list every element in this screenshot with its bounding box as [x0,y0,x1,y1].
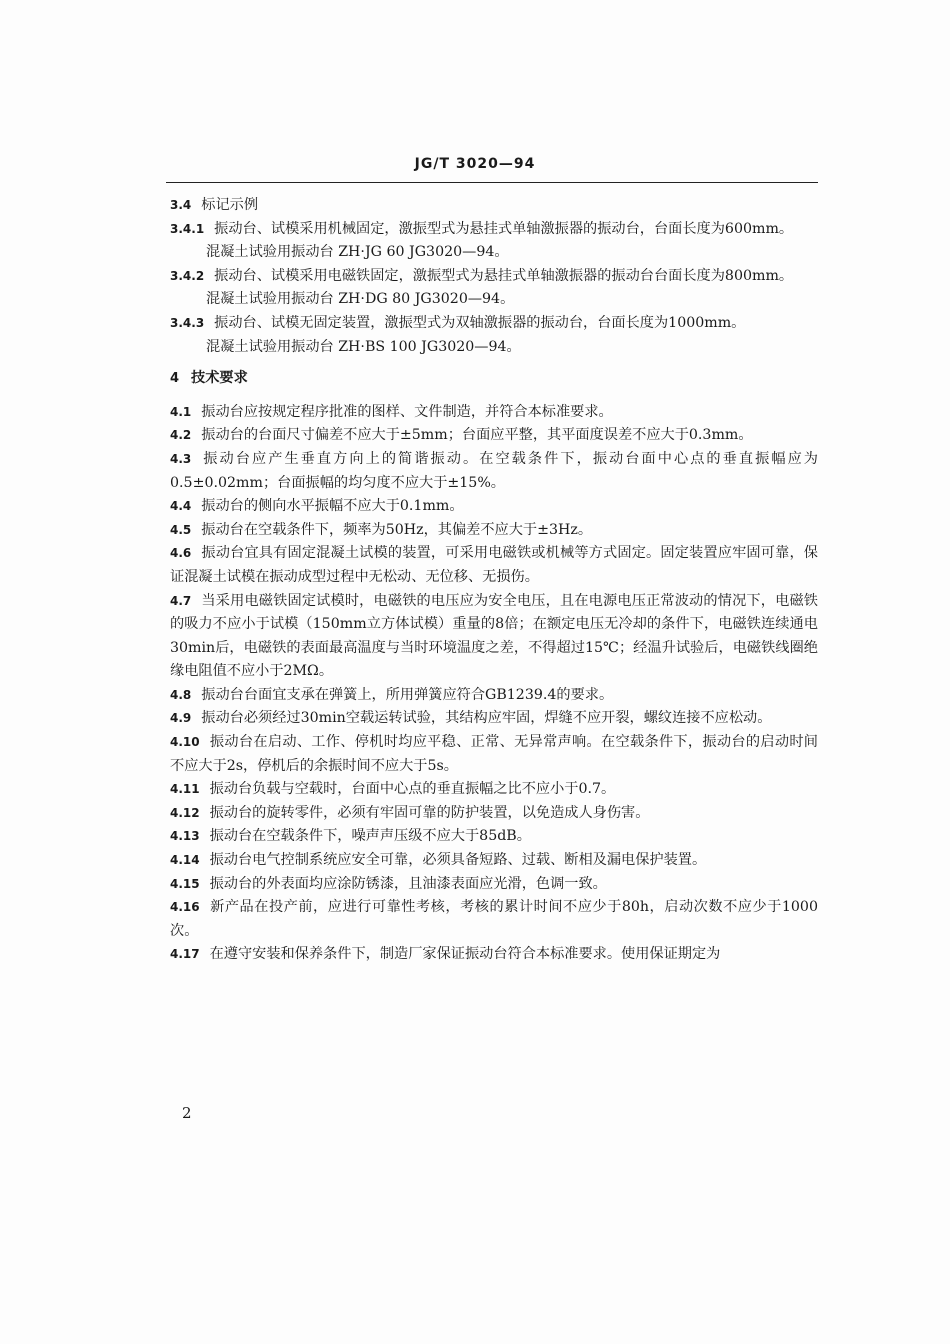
requirement-number: 4.3 [170,451,192,466]
requirement-number: 4.2 [170,428,192,443]
requirement-text: 振动台负载与空载时，台面中心点的垂直振幅之比不应小于0.7。 [209,781,616,798]
requirement-text: 振动台必须经过30min空载运转试验，其结构应牢固，焊缝不应开裂，螺纹连接不应松动。 [201,710,772,727]
requirement-number: 4.11 [170,782,200,797]
section-3-4 [170,194,818,218]
requirement-text: 振动台的侧向水平振幅不应大于0.1mm。 [201,498,464,515]
requirement-item [170,896,818,943]
requirement-number: 4.7 [170,593,192,608]
clause-number: 3.4.1 [170,221,205,236]
requirement-item [170,825,818,849]
requirement-number: 4.4 [170,499,192,514]
requirement-text: 在遵守安装和保养条件下，制造厂家保证振动台符合本标准要求。使用保证期定为 [209,946,721,963]
clause-text: 振动台、试模采用电磁铁固定，激振型式为悬挂式单轴激振器的振动台台面长度为800mm。 [214,267,794,284]
requirement-text: 振动台在空载条件下，频率为50Hz，其偏差不应大于±3Hz。 [201,521,593,538]
section-number: 3.4 [170,198,192,212]
requirement-number: 4.17 [170,947,200,962]
page-number: 2 [182,1104,192,1122]
requirement-text: 振动台台面宜支承在弹簧上，所用弹簧应符合GB1239.4的要求。 [201,686,614,703]
requirement-item [170,424,818,448]
requirement-number: 4.13 [170,829,200,844]
requirement-item [170,684,818,708]
requirement-item [170,542,818,589]
example-3-4-1: 混凝土试验用振动台 ZH·JG 60 JG3020—94。 [206,244,509,261]
requirement-number: 4.1 [170,404,192,419]
requirement-item [170,519,818,543]
requirement-item [170,448,818,495]
requirement-text: 当采用电磁铁固定试模时，电磁铁的电压应为安全电压，且在电源电压正常波动的情况下，电磁铁的吸力不应小于试模（150mm立方体试模）重量的8倍；在额定电压无冷却的条件下，电磁铁连续通电30min后，电磁铁的表面最高温度与当时环境温度之差，不得超过15℃；经温升试验后，电磁铁线圈绝缘电阻值不应小于2MΩ。 [170,592,818,680]
requirement-number: 4.6 [170,546,192,561]
requirement-item [170,849,818,873]
clause-number: 3.4.2 [170,268,205,283]
requirement-item [170,778,818,802]
clause-number: 3.4.3 [170,315,205,330]
header-rule [166,182,818,183]
section-number: 4 [170,371,180,387]
clause-text: 振动台、试模采用机械固定，激振型式为悬挂式单轴激振器的振动台，台面长度为600mm。 [214,220,794,237]
requirement-text: 振动台应产生垂直方向上的简谐振动。在空载条件下，振动台面中心点的垂直振幅应为0.5±0.02mm；台面振幅的均匀度不应大于±15%。 [170,450,818,491]
page-content [170,194,818,967]
requirements-list [170,401,818,967]
requirement-item [170,495,818,519]
requirement-text: 振动台电气控制系统应安全可靠，必须具备短路、过载、断相及漏电保护装置。 [209,852,707,869]
clause-3-4-3 [170,312,818,336]
requirement-item [170,873,818,897]
requirement-text: 振动台宜具有固定混凝土试模的装置，可采用电磁铁或机械等方式固定。固定装置应牢固可靠，保证混凝土试模在振动成型过程中无松动、无位移、无损伤。 [170,545,818,585]
requirement-text: 振动台在启动、工作、停机时均应平稳、正常、无异常声响。在空载条件下，振动台的启动时间不应大于2s，停机后的余振时间不应大于5s。 [170,734,818,774]
section-title: 技术要求 [191,370,248,387]
requirement-number: 4.5 [170,522,192,537]
requirement-item [170,707,818,731]
requirement-number: 4.14 [170,853,200,868]
requirement-item [170,802,818,826]
requirement-text: 振动台的旋转零件，必须有牢固可靠的防护装置，以免造成人身伤害。 [209,804,650,821]
requirement-item [170,401,818,425]
requirement-number: 4.8 [170,687,192,702]
clause-3-4-2 [170,265,818,289]
requirement-number: 4.12 [170,805,200,820]
requirement-number: 4.15 [170,876,200,891]
requirement-number: 4.10 [170,735,200,750]
requirement-number: 4.16 [170,900,200,915]
section-4-heading [170,367,818,391]
requirement-text: 振动台应按规定程序批准的图样、文件制造，并符合本标准要求。 [201,403,613,420]
example-3-4-2: 混凝土试验用振动台 ZH·DG 80 JG3020—94。 [206,291,515,308]
requirement-item [170,731,818,778]
clause-text: 振动台、试模无固定装置，激振型式为双轴激振器的振动台，台面长度为1000mm。 [214,314,746,331]
example-3-4-3: 混凝土试验用振动台 ZH·BS 100 JG3020—94。 [206,338,521,355]
requirement-number: 4.9 [170,711,192,726]
clause-3-4-1 [170,218,818,242]
requirement-item [170,943,818,967]
page-header: JG/T 3020—94 [414,156,536,172]
requirement-item [170,590,818,684]
requirement-text: 新产品在投产前，应进行可靠性考核，考核的累计时间不应少于80h，启动次数不应少于1000次。 [170,899,818,939]
requirement-text: 振动台在空载条件下，噪声声压级不应大于85dB。 [209,828,531,845]
section-title: 标记示例 [201,197,259,213]
requirement-text: 振动台的台面尺寸偏差不应大于±5mm；台面应平整，其平面度误差不应大于0.3mm。 [201,427,753,444]
requirement-text: 振动台的外表面均应涂防锈漆，且油漆表面应光滑，色调一致。 [209,875,607,892]
